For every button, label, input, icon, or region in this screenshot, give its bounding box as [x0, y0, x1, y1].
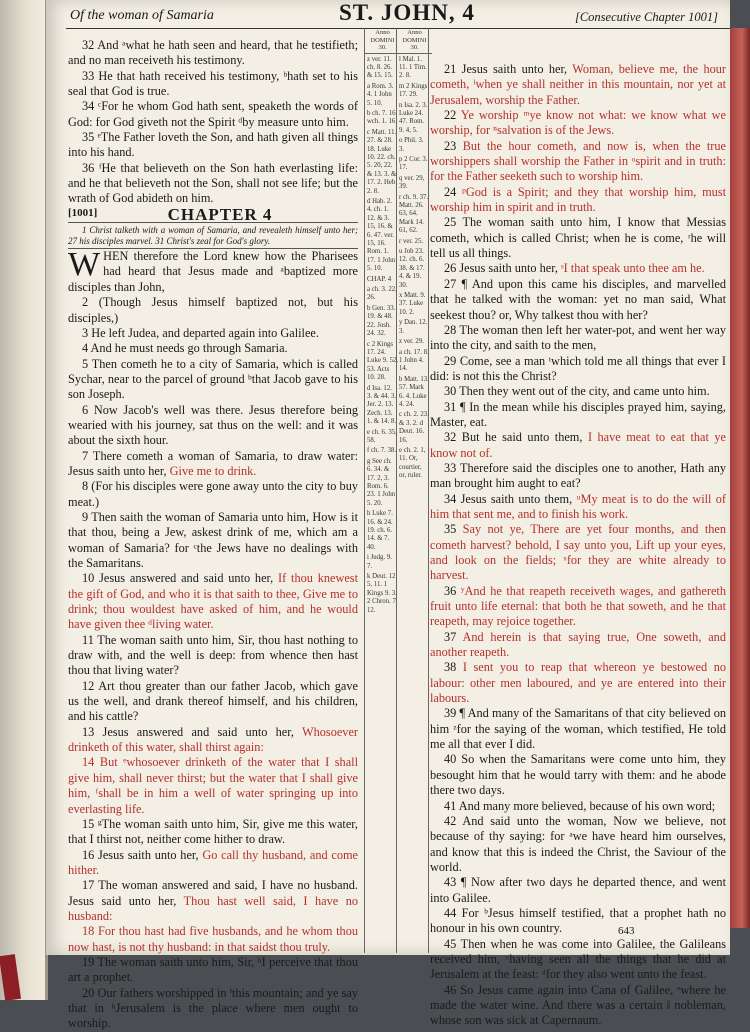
- verse-4-35-num: 35: [444, 522, 457, 537]
- cross-reference: e ch. 6. 35, 58.: [367, 428, 397, 444]
- verse-4-19: 19 The woman saith unto him, Sir, ʰI perceive that thou art a prophet.: [68, 954, 358, 985]
- verse-4-17-text: 17 The woman answered and said, I have no husband. Jesus said unto her,: [68, 878, 358, 908]
- verse-4-7: [68, 449, 358, 480]
- cross-reference: o Phil. 3. 3.: [399, 137, 424, 153]
- verse-4-5: 5 Then cometh he to a city of Samaria, which is called Sychar, near to the parcel of ground ᵇthat Jacob gave to his son Joseph.: [68, 356, 358, 402]
- cross-reference: k Deut. 12. 5, 11. 1 Kings 9. 3. 2 Chron. 7. 12.: [367, 573, 398, 614]
- verse-4-35: [430, 522, 726, 583]
- verse-4-17: [68, 878, 358, 924]
- verse-4-34-text: 34 Jesus saith unto them,: [444, 491, 573, 506]
- verse-4-25: 25 The woman saith unto him, I know that Messias cometh, which is called Christ; when he is come, ʳhe will tell us all things.: [430, 215, 726, 261]
- verse-4-21: [430, 62, 726, 108]
- verse-4-1: HEN therefore the Lord knew how the Pharisees had heard that Jesus made and ᵃbaptized more disciples than John,: [68, 249, 358, 294]
- verse-4-8: 8 (For his disciples were gone away unto the city to buy meat.): [68, 479, 358, 509]
- verse-3-36: 36 ᶠHe that believeth on the Son hath everlasting life: and he that believeth not the Son, shall not see life; but the wrath of God abideth on him.: [68, 160, 358, 206]
- verse-4-3: 3 He left Judea, and departed again into Galilee.: [82, 325, 319, 340]
- verse-4-10: [68, 571, 358, 632]
- cross-reference: c ch. 2. 23. & 3. 2. d Deut. 16. 16.: [399, 411, 429, 444]
- verse-4-26-text: 26 Jesus saith unto her,: [444, 261, 558, 276]
- verse-4-38: [430, 660, 726, 706]
- verse-4-23-num: 23: [444, 138, 457, 153]
- verse-4-32: [430, 430, 726, 461]
- cross-reference: n Isa. 2. 3. Luke 24. 47. Rom. 9. 4, 5.: [399, 101, 428, 134]
- verse-4-26-words-of-christ: ˢI that speak unto thee am he.: [561, 261, 705, 276]
- verse-4-36-words-of-christ: ʸAnd he that reapeth receiveth wages, and gathereth fruit unto life eternal: that both he that soweth, and he that reapeth, may rejoice together.: [430, 583, 726, 629]
- verse-4-28: 28 The woman then left her water-pot, and went her way into the city, and saith to the men,: [430, 322, 726, 353]
- cross-reference: q ver. 29, 39.: [399, 174, 425, 191]
- verse-4-37-words-of-christ: And herein is that saying true, One soweth, and another reapeth.: [430, 629, 726, 660]
- verse-4-4: 4 And he must needs go through Samaria.: [82, 341, 288, 356]
- cross-reference: e ch. 2. 1, 11. Or, courtier, or, ruler.: [399, 446, 426, 480]
- cross-reference: b Gen. 33. 19. & 48. 22. Josh. 24. 32.: [367, 304, 396, 338]
- verse-4-20: 20 Our fathers worshipped in ⁱthis mountain; and ye say that in ᵏJerusalem is the place where men ought to worship.: [68, 985, 358, 1031]
- anno-domini-label-a: [365, 28, 400, 54]
- verse-4-13-words-of-christ: Whosoever drinketh of this water, shall thirst again:: [68, 724, 358, 755]
- domini-label: DOMINI: [370, 36, 395, 44]
- cross-reference: i Judg. 9. 7.: [367, 554, 392, 570]
- verse-4-34: [430, 492, 726, 523]
- verse-4-39: 39 ¶ And many of the Samaritans of that city believed on him ᶻfor the saying of the woman, which testified, He told me all that ever I did.: [430, 706, 726, 752]
- verse-4-23: [430, 139, 726, 185]
- cross-reference: a Rom. 3. 4. 1 John 5. 10.: [367, 82, 394, 107]
- verse-4-29: 29 Come, see a man ᵗwhich told me all things that ever I did: is not this the Christ?: [430, 353, 726, 383]
- verse-4-7-words-of-christ: Give me to drink.: [169, 463, 257, 478]
- cross-reference: b Matt. 13. 57. Mark 6. 4. Luke 4. 24.: [399, 375, 429, 408]
- verse-4-32-text: 32 But he said unto them,: [444, 430, 583, 445]
- verse-3-33: 33 He that hath received his testimony, ᵇhath set to his seal that God is true.: [68, 68, 358, 99]
- verse-4-16-text: 16 Jesus saith unto her,: [82, 847, 199, 862]
- anno-domini-label-b: [397, 28, 432, 54]
- bible-page: [46, 0, 730, 1031]
- cross-reference: h Luke 7. 16. & 24. 19. ch. 6. 14. & 7. 40.: [367, 510, 393, 551]
- page-gutter-left: [0, 0, 48, 1000]
- verse-4-35-words-of-christ: Say not ye, There are yet four months, and then cometh harvest? behold, I say unto you, Lift up your eyes, and look on the fields; ˣfor they are white already to harvest.: [430, 522, 726, 583]
- verse-4-22: [430, 108, 726, 139]
- cross-reference: c 2 Kings 17. 24. Luke 9. 52, 53. Acts 10. 28.: [367, 340, 398, 382]
- cross-reference: y Dan. 12. 3.: [399, 319, 428, 335]
- verse-4-41: 41 And many more believed, because of his own word;: [444, 798, 716, 813]
- cross-reference: u Job 23. 12. ch. 6. 38. & 17. 4. & 19. 30.: [399, 248, 425, 289]
- chapter-heading: CHAPTER 4: [167, 204, 273, 224]
- verse-4-32-words-of-christ: I have meat to eat that ye know not of.: [430, 430, 727, 460]
- verse-4-11: 11 The woman saith unto him, Sir, thou hast nothing to draw with, and the well is deep: from whence then hast thou that living water?: [68, 632, 358, 678]
- cross-reference: l Mal. 1. 11. 1 Tim. 2. 8.: [399, 55, 427, 80]
- column-rule: [428, 28, 429, 953]
- verse-4-18: 18 For thou hast had five husbands, and he whom thou now hast, is not thy husband: in that saidst thou truly.: [68, 924, 358, 954]
- verse-4-34-words-of-christ: ᵘMy meat is to do the will of him that sent me, and to finish his work.: [430, 491, 726, 521]
- cross-reference: g See ch. 6. 34. & 17. 2, 3. Rom. 6. 23. 1 John 5. 20.: [367, 457, 396, 507]
- verse-4-10-text: 10 Jesus answered and said unto her,: [82, 571, 274, 586]
- verse-4-30: 30 Then they went out of the city, and came unto him.: [444, 384, 710, 399]
- cross-reference: z ver. 29.: [399, 338, 424, 346]
- verse-4-16-words-of-christ: Go call thy husband, and come hither.: [68, 847, 359, 877]
- verse-3-35: 35 ᵉThe Father loveth the Son, and hath given all things into his hand.: [68, 130, 358, 160]
- anno-label: Anno: [375, 29, 390, 36]
- cross-reference: r ver. 25.: [399, 237, 424, 245]
- drop-cap: W: [68, 246, 101, 284]
- verse-4-38-num: 38: [444, 660, 457, 675]
- page-number: 643: [618, 925, 635, 937]
- verse-4-10-words-of-christ: If thou knewest the gift of God, and who it is that saith to thee, Give me to drink; thou wouldest have asked of him, and he would have given thee ᵈliving water.: [68, 571, 359, 632]
- header-consecutive-chapter: [Consecutive Chapter 1001]: [574, 10, 718, 24]
- header-book-chapter: ST. JOHN, 4: [339, 0, 475, 25]
- verse-4-46: 46 So Jesus came again into Cana of Galilee, ᵉwhere he made the water wine. And there was a certain ‖ nobleman, whose son was sick at Capernaum.: [430, 982, 726, 1028]
- verse-4-31: 31 ¶ In the mean while his disciples prayed him, saying, Master, eat.: [430, 399, 726, 429]
- year-label: 30.: [410, 44, 419, 51]
- verse-4-26: [430, 261, 726, 276]
- verse-4-15: 15 ᵍThe woman saith unto him, Sir, give me this water, that I thirst not, neither come hither to draw.: [68, 816, 358, 847]
- cross-reference: b ch. 7. 16. wch. 1. 16.: [367, 109, 398, 126]
- verse-4-44: 44 For ᵇJesus himself testified, that a prophet hath no honour in his own country.: [430, 905, 726, 936]
- verse-4-24: [430, 185, 726, 216]
- verse-4-40: 40 So when the Samaritans were come unto him, they besought him that he would tarry with them: and he abode there two days.: [430, 752, 726, 798]
- cross-reference: z ver. 11. ch. 8. 26. & 15. 15.: [367, 55, 393, 80]
- verse-4-45: 45 Then when he was come into Galilee, the Galileans received him, ᶜhaving seen all the things that he did at Jerusalem at the feast: ᵈfor they also went unto the feast.: [430, 936, 726, 982]
- verse-4-42: 42 And said unto the woman, Now we believe, not because of thy saying: for ᵃwe have heard him ourselves, and know that this is indeed the Christ, the Saviour of the world.: [430, 813, 726, 874]
- verse-4-13-text: 13 Jesus answered and said unto her,: [82, 724, 294, 739]
- cross-reference: p 2 Cor. 3. 17.: [399, 155, 428, 172]
- cross-reference: d Isa. 12. 3. & 44. 3. Jer. 2. 13. Zech. 13. 1. & 14. 8.: [367, 384, 397, 426]
- verse-4-37-num: 37: [444, 629, 457, 644]
- verse-4-21-words-of-christ: Woman, believe me, the hour cometh, ˡwhen ye shall neither in this mountain, nor yet at Jerusalem, worship the Father.: [430, 62, 726, 107]
- verse-4-38-words-of-christ: I sent you to reap that whereon ye bestowed no labour: other men laboured, and ye are entered into their labours.: [430, 660, 726, 706]
- verse-4-24-words-of-christ: ᵖGod is a Spirit; and they that worship him, must worship him in spirit and in truth.: [430, 184, 726, 215]
- verse-4-37: [430, 630, 726, 661]
- verse-4-14: 14 But ᵉwhosoever drinketh of the water that I shall give him, shall never thirst; but the water that I shall give him, ᶠshall be in him a well of water springing up into everlasting life.: [68, 755, 358, 816]
- domini-label: DOMINI: [402, 36, 427, 44]
- cover-edge: [730, 28, 750, 928]
- header-subject: Of the woman of Samaria: [70, 8, 214, 23]
- running-header: [66, 2, 730, 29]
- verse-4-23-words-of-christ: But the hour cometh, and now is, when the true worshippers shall worship the Father in ᵒspirit and in truth: for the Father seeketh such to worship him.: [430, 138, 726, 184]
- cross-reference: c Matt. 11. 27. & 28. 18. Luke 10. 22. ch. 5. 20, 22. & 13. 3. & 17. 2. Heb. 2. 8.: [367, 128, 398, 195]
- verse-4-33: 33 Therefore said the disciples one to another, Hath any man brought him aught to eat?: [430, 460, 726, 491]
- verse-4-16: [68, 848, 358, 879]
- verse-4-43: 43 ¶ Now after two days he departed thence, and went into Galilee.: [430, 875, 726, 905]
- verse-4-17-words-of-christ: Thou hast well said, I have no husband:: [68, 893, 359, 923]
- cross-reference-column-a: [364, 28, 400, 953]
- verse-3-34: 34 ᶜFor he whom God hath sent, speaketh the words of God: for God giveth not the Spirit ᵈby measure unto him.: [68, 99, 358, 129]
- verse-4-36: [430, 584, 726, 630]
- verse-4-22-words-of-christ: Ye worship ᵐye know not what: we know what we worship, for ⁿsalvation is of the Jews.: [430, 108, 726, 138]
- cross-reference: d Hab. 2. 4. ch. 1. 12. & 3. 15, 16. & 6. 47. ver. 15, 16. Rom. 1. 17. 1 John 5. 10.: [367, 198, 396, 273]
- verse-4-6: 6 Now Jacob's well was there. Jesus therefore being wearied with his journey, sat thus on the well: and it was about the sixth hour.: [68, 402, 358, 448]
- cross-reference: a ch. 17. 8. 1 John 4. 14.: [399, 348, 429, 373]
- chapter-summary: 1 Christ talketh with a woman of Samaria, and revealeth himself unto her; 27 his disciples marvel. 31 Christ's zeal for God's glory.: [68, 222, 358, 249]
- verse-4-12: 12 Art thou greater than our father Jacob, which gave us the well, and drank thereof himself, and his children, and his cattle?: [68, 678, 358, 724]
- cross-references-a: [365, 54, 400, 620]
- verse-4-24-num: 24: [444, 184, 457, 199]
- verse-4-2: 2 (Though Jesus himself baptized not, but his disciples,): [68, 295, 358, 325]
- verse-4-36-num: 36: [444, 583, 457, 598]
- anno-label: Anno: [407, 29, 422, 36]
- chapter-number: [1001]: [68, 207, 98, 220]
- verse-4-13: [68, 725, 358, 756]
- cross-reference: x Matt. 9. 37. Luke 10. 2.: [399, 292, 426, 316]
- year-label: 30.: [378, 44, 387, 51]
- cross-reference-column-b: [396, 28, 432, 953]
- verse-4-27: 27 ¶ And upon this came his disciples, and marvelled that he talked with the woman: yet no man said, What seekest thou? or, Why talkest thou with her?: [430, 276, 726, 322]
- verse-4-9: 9 Then saith the woman of Samaria unto him, How is it that thou, being a Jew, askest drink of me, which am a woman of Samaria? for ᶜthe Jews have no dealings with the Samaritans.: [68, 509, 358, 570]
- cross-reference: a ch. 3. 22, 26.: [367, 286, 397, 302]
- right-text-column: [430, 62, 726, 1029]
- left-text-column: [68, 38, 358, 1032]
- cross-reference: f ch. 7. 38.: [367, 447, 397, 455]
- cross-reference: r ch. 9. 37. Matt. 26. 63, 64. Mark 14. 61, 62.: [399, 193, 429, 235]
- cross-reference: m 2 Kings 17. 29.: [399, 82, 428, 99]
- verse-3-32: 32 And ᵃwhat he hath seen and heard, that he testifieth; and no man receiveth his testimony.: [68, 38, 358, 68]
- cross-reference: CHAP. 4: [367, 275, 392, 283]
- verse-4-22-num: 22: [444, 108, 457, 123]
- cross-references-b: [397, 54, 432, 485]
- verse-4-21-text: 21 Jesus saith unto her,: [444, 62, 568, 76]
- verse-4-7-text: 7 There cometh a woman of Samaria, to draw water: Jesus saith unto her,: [68, 448, 358, 478]
